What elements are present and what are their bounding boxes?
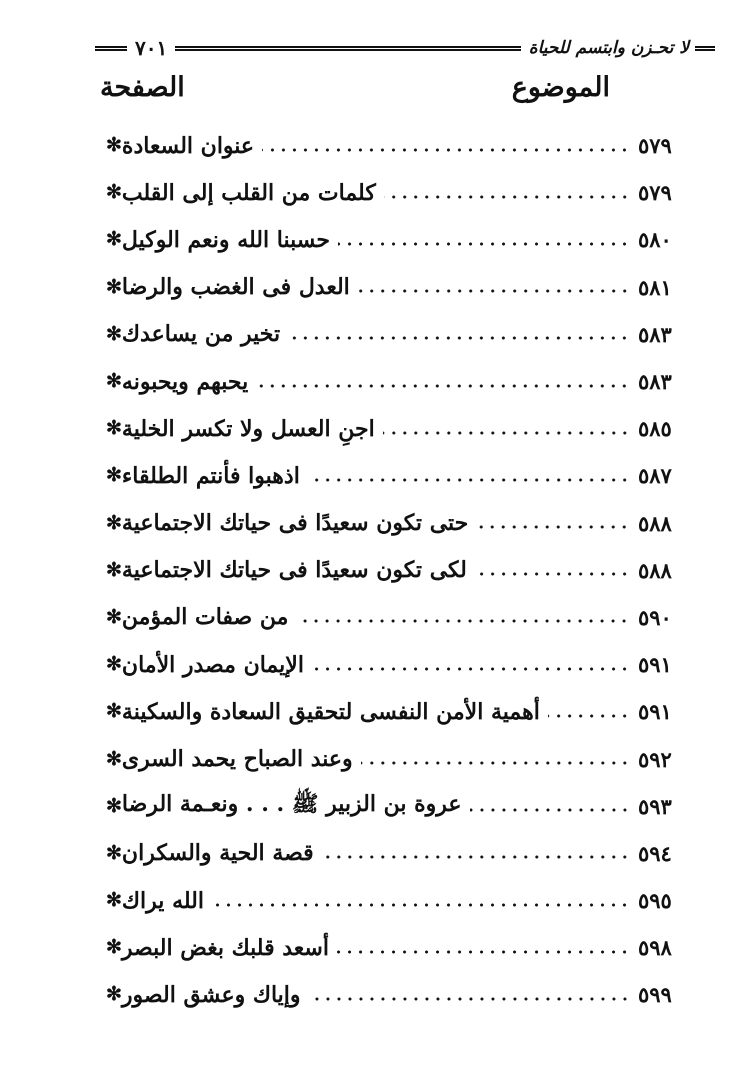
toc-entry-title: أهمية الأمن النفسى لتحقيق السعادة والسكينة <box>121 698 540 725</box>
toc-entry-title: أسعد قلبك بغض البصر <box>121 934 329 961</box>
toc-entry-page: ٥٩٩ <box>638 982 672 1008</box>
toc-entry-title: من صفات المؤمن <box>121 604 289 631</box>
toc-entry-title: اذهبوا فأنتم الطلقاء <box>121 462 300 489</box>
bullet-star-icon: ✻ <box>106 889 122 912</box>
bullet-star-icon: ✻ <box>106 181 122 204</box>
dot-leader <box>548 713 630 719</box>
dot-leader <box>338 241 630 247</box>
toc-entry <box>100 122 682 169</box>
toc-entry-page: ٥٩١ <box>638 652 672 678</box>
toc-entry-page: ٥٩٥ <box>638 888 672 914</box>
toc-entry-title: العدل فى الغضب والرضا <box>121 274 350 301</box>
dot-leader <box>262 147 630 153</box>
topic-column-heading: الموضوع <box>511 72 610 103</box>
toc-entry-page: ٥٨٥ <box>638 416 672 442</box>
dot-leader <box>384 194 630 200</box>
toc-entry <box>100 971 682 1018</box>
toc-entry-page: ٥٨٨ <box>638 557 672 583</box>
page-number: ٧٠١ <box>135 36 168 60</box>
bullet-star-icon: ✻ <box>106 228 122 251</box>
toc-entry-title: عروة بن الزبير ﷺ . . . ونعـمة الرضا <box>121 791 462 818</box>
header-rule-left <box>95 46 127 51</box>
bullet-star-icon: ✻ <box>106 322 122 345</box>
dot-leader <box>322 854 630 860</box>
bullet-star-icon: ✻ <box>106 936 122 959</box>
table-of-contents <box>100 122 682 1019</box>
toc-entry-page: ٥٩٢ <box>638 746 672 772</box>
bullet-star-icon: ✻ <box>106 794 122 817</box>
toc-entry <box>100 924 682 971</box>
bullet-star-icon: ✻ <box>106 558 122 581</box>
toc-entry <box>100 688 682 735</box>
toc-entry-title: تخير من يساعدك <box>121 321 281 348</box>
toc-entry-page: ٥٨٠ <box>638 227 672 253</box>
toc-entry-page: ٥٨٣ <box>638 369 672 395</box>
toc-entry <box>100 641 682 688</box>
toc-entry-page: ٥٧٩ <box>638 133 672 159</box>
toc-entry-page: ٥٩٣ <box>638 793 672 819</box>
toc-entry <box>100 735 682 782</box>
header-rule-middle <box>175 46 520 51</box>
dot-leader <box>296 618 630 624</box>
toc-entry <box>100 594 682 641</box>
bullet-star-icon: ✻ <box>106 841 122 864</box>
toc-entry-title: حسبنا الله ونعم الوكيل <box>121 226 330 253</box>
dot-leader <box>256 383 630 389</box>
toc-entry <box>100 264 682 311</box>
toc-entry-page: ٥٨٧ <box>638 463 672 489</box>
bullet-star-icon: ✻ <box>106 653 122 676</box>
dot-leader <box>475 571 630 577</box>
toc-entry-title: قصة الحية والسكران <box>121 840 314 867</box>
toc-entry <box>100 783 682 830</box>
bullet-star-icon: ✻ <box>106 747 122 770</box>
toc-entry <box>100 452 682 499</box>
dot-leader <box>212 902 630 908</box>
toc-entry-page: ٥٩٠ <box>638 604 672 630</box>
toc-entry-title: كلمات من القلب إلى القلب <box>121 179 376 206</box>
dot-leader <box>358 288 630 294</box>
dot-leader <box>337 949 630 955</box>
toc-entry-title: اجنِ العسل ولا تكسر الخلية <box>121 415 375 442</box>
toc-entry <box>100 547 682 594</box>
bullet-star-icon: ✻ <box>106 605 122 628</box>
toc-entry-title: حتى تكون سعيدًا فى حياتك الاجتماعية <box>121 510 469 537</box>
toc-entry-page: ٥٩١ <box>638 699 672 725</box>
bullet-star-icon: ✻ <box>106 700 122 723</box>
dot-leader <box>383 430 630 436</box>
dot-leader <box>308 477 630 483</box>
toc-entry-title: الإيمان مصدر الأمان <box>121 651 304 678</box>
toc-entry <box>100 830 682 877</box>
toc-entry-page: ٥٨٨ <box>638 510 672 536</box>
dot-leader <box>312 666 630 672</box>
toc-entry-title: يحبهم ويحبونه <box>121 368 249 395</box>
bullet-star-icon: ✻ <box>106 275 122 298</box>
bullet-star-icon: ✻ <box>106 417 122 440</box>
dot-leader <box>309 996 630 1002</box>
toc-entry <box>100 216 682 263</box>
toc-entry-title: الله يراك <box>121 887 204 914</box>
toc-entry-page: ٥٨١ <box>638 274 672 300</box>
running-header-title: لا تحـزن وابتسم للحياة <box>528 38 689 58</box>
bullet-star-icon: ✻ <box>106 464 122 487</box>
dot-leader <box>470 807 630 813</box>
toc-entry <box>100 358 682 405</box>
dot-leader <box>476 524 630 530</box>
toc-entry <box>100 877 682 924</box>
dot-leader <box>288 335 630 341</box>
toc-entry <box>100 169 682 216</box>
toc-entry-page: ٥٩٤ <box>638 840 672 866</box>
toc-entry-page: ٥٨٣ <box>638 321 672 347</box>
bullet-star-icon: ✻ <box>106 370 122 393</box>
toc-entry-page: ٥٧٩ <box>638 180 672 206</box>
toc-entry-page: ٥٩٨ <box>638 935 672 961</box>
toc-entry <box>100 311 682 358</box>
header-rule-right <box>695 46 715 51</box>
toc-entry-title: وإياك وعشق الصور <box>121 981 301 1008</box>
toc-entry <box>100 500 682 547</box>
bullet-star-icon: ✻ <box>106 983 122 1006</box>
running-header <box>95 28 715 68</box>
bullet-star-icon: ✻ <box>106 134 122 157</box>
dot-leader <box>361 760 630 766</box>
toc-entry-title: وعند الصباح يحمد السرى <box>121 746 353 773</box>
toc-entry-title: عنوان السعادة <box>121 132 255 159</box>
toc-entry <box>100 405 682 452</box>
page-column-heading: الصفحة <box>100 72 185 103</box>
toc-entry-title: لكى تكون سعيدًا فى حياتك الاجتماعية <box>121 557 467 584</box>
bullet-star-icon: ✻ <box>106 511 122 534</box>
